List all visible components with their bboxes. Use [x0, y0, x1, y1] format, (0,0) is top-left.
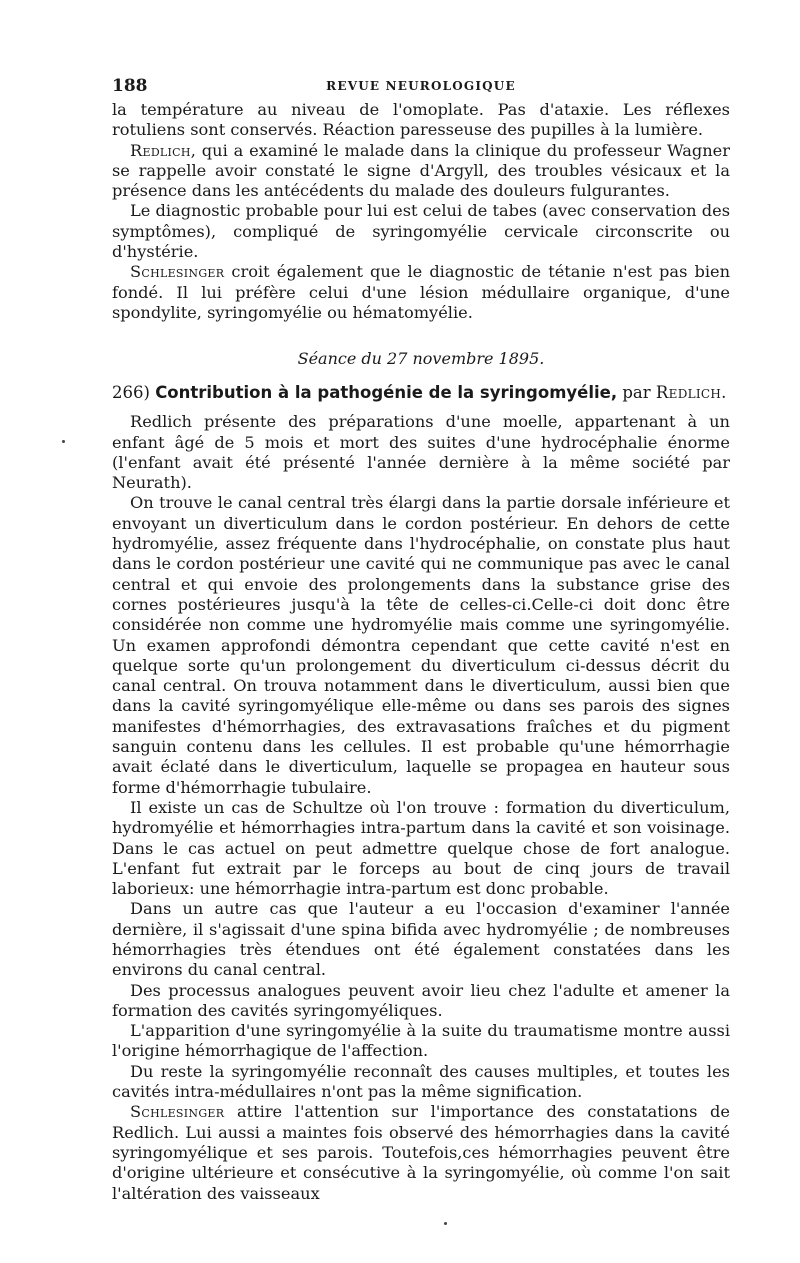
- intro-paragraph-3: Le diagnostic probable pour lui est celui de tabes (avec conservation des symptômes), compliqué de syringomyélie cervicale circonscrite ou d'hystérie.: [112, 201, 730, 262]
- running-head: REVUE NEUROLOGIQUE: [326, 79, 516, 93]
- article-paragraph: On trouve le canal central très élargi dans la partie dorsale inférieure et envoyant un diverticulum dans le cordon postérieur. En dehors de cette hydromyélie, assez fréquente dans l'hydrocéphalie, on constate plus haut dans le cordon postérieur une cavité qui ne communique pas avec le canal central et qui envoie des prolongements dans la substance grise des cornes postérieures jusqu'à la tête de celles-ci.Celle-ci doit donc être considérée non comme une hydromyélie mais comme une syringomyélie. Un examen approfondi démontra cependant que cette cavité n'est en quelque sorte qu'un prolongement du diverticulum ci-dessus décrit du canal central. On trouva notamment dans le diverticulum, aussi bien que dans la cavité syringomyélique elle-même ou dans ses parois des signes manifestes d'hémorrhagies, des extravasations fraîches et du pigment sanguin contenu dans les cellules. Il est probable qu'une hémorrhagie avait éclaté dans le diverticulum, laquelle se propagea en hauteur sous forme d'hémorrhagie tubulaire.: [112, 493, 730, 797]
- session-heading: Séance du 27 novembre 1895.: [297, 349, 545, 369]
- paragraph-text: , qui a examiné le malade dans la clinique du professeur Wagner se rappelle avoir constaté le signe d'Argyll, des troubles vésicaux et la présence dans les antécédents du malade des douleurs fulgurantes.: [112, 140, 730, 201]
- scan-speck: [62, 440, 65, 443]
- article-body: [112, 412, 730, 1204]
- intro-section: [112, 100, 730, 323]
- article-paragraph: Des processus analogues peuvent avoir lieu chez l'adulte et amener la formation des cavités syringomyéliques.: [112, 980, 730, 1020]
- author-name: Schlesinger: [130, 262, 225, 282]
- article-paragraph: Dans un autre cas que l'auteur a eu l'occasion d'examiner l'année dernière, il s'agissait d'une spina bifida avec hydromyélie ; de nombreuses hémorrhagies très étendues ont été également constatées dans les environs du canal central.: [112, 899, 730, 980]
- article-paragraph: Redlich présente des préparations d'une moelle, appartenant à un enfant âgé de 5 mois et mort des suites d'une hydrocéphalie énorme (l'enfant avait été présenté l'année dernière à la même société par Neurath).: [112, 412, 730, 493]
- intro-paragraph-1: la température au niveau de l'omoplate. Pas d'ataxie. Les réflexes rotuliens sont conservés. Réaction paresseuse des pupilles à la lumière.: [112, 100, 730, 140]
- paragraph-text: attire l'attention sur l'importance des constatations de Redlich. Lui aussi a maintes fois observé des hémorrhagies dans la cavité syringomyélique et ses parois. Toutefois,ces hémorrhagies peuvent être d'origine ultérieure et consécutive à la syringomyélie, où comme l'on sait l'altération des vaisseaux: [112, 1102, 730, 1203]
- page-header: [112, 72, 730, 100]
- author-name: Schlesinger: [130, 1102, 225, 1122]
- author-name: Redlich: [130, 140, 191, 160]
- article-paragraph: Du reste la syringomyélie reconnaît des causes multiples, et toutes les cavités intra-médullaires n'ont pas la même signification.: [112, 1061, 730, 1102]
- article-number: 266): [112, 383, 150, 403]
- paragraph-text: croit également que le diagnostic de tétanie n'est pas bien fondé. Il lui préfère celui d'une lésion médullaire organique, d'une spondylite, syringomyélie ou hématomyélie.: [112, 262, 730, 322]
- article-paragraph: [112, 1102, 730, 1203]
- article-title-line: [112, 382, 730, 404]
- scan-speck: [444, 1222, 447, 1225]
- article-by: par: [622, 383, 651, 403]
- article-paragraph: L'apparition d'une syringomyélie à la suite du traumatisme montre aussi l'origine hémorrhagique de l'affection.: [112, 1021, 730, 1061]
- article-author: Redlich.: [655, 383, 727, 403]
- intro-paragraph-4: [112, 262, 730, 323]
- article-title: Contribution à la pathogénie de la syringomyélie,: [155, 383, 618, 403]
- page-number: 188: [112, 76, 148, 96]
- article-paragraph: Il existe un cas de Schultze où l'on trouve : formation du diverticulum, hydromyélie et hémorrhagies intra-partum dans la cavité et son voisinage. Dans le cas actuel on peut admettre quelque chose de fort analogue. L'enfant fut extrait par le forceps au bout de cinq jours de travail laborieux: une hémorrhagie intra-partum est donc probable.: [112, 797, 730, 899]
- page: [112, 72, 730, 1204]
- intro-paragraph-2: [112, 141, 730, 202]
